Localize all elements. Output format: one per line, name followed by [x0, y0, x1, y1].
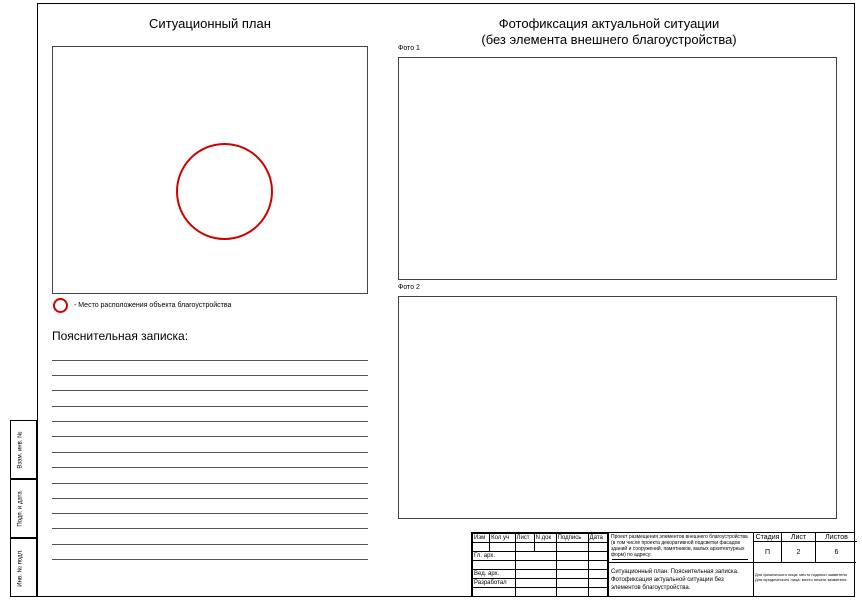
title-block — [471, 532, 855, 597]
note-line[interactable] — [52, 421, 368, 422]
note-line[interactable] — [52, 559, 368, 560]
photo1-label: Фото 1 — [398, 45, 420, 52]
header-n-dok: N док — [534, 534, 556, 543]
role-ved-arch: Вед. арх. — [473, 570, 516, 579]
sheet-value: 2 — [782, 542, 816, 563]
header-data: Дата — [588, 534, 607, 543]
side-stamp-text1: Взам. инв. № — [17, 431, 24, 469]
side-stamp-text2: Подп. и дата — [17, 491, 24, 527]
stage-value: П — [754, 542, 782, 563]
note-line[interactable] — [52, 360, 368, 361]
note-line[interactable] — [52, 467, 368, 468]
header-list: Лист — [515, 534, 534, 543]
side-stamp-cell3 — [10, 538, 37, 597]
side-stamp-cell2 — [10, 479, 37, 538]
note-line[interactable] — [52, 406, 368, 407]
object-location-marker — [176, 143, 273, 240]
stage-block — [753, 533, 856, 563]
note-line[interactable] — [52, 436, 368, 437]
photo1-frame[interactable] — [398, 57, 837, 280]
note-line[interactable] — [52, 528, 368, 529]
role-razrabotal: Разработал — [473, 579, 516, 588]
photo-section-title — [398, 16, 820, 48]
note-line[interactable] — [52, 513, 368, 514]
note-line[interactable] — [52, 375, 368, 376]
signature-corner-text: Для физического лица: место подписи заявителя Для юридического лица: место печати заявителя — [753, 563, 856, 596]
header-izm: Изм — [473, 534, 490, 543]
photo2-frame[interactable] — [398, 296, 837, 519]
project-address-line — [612, 559, 748, 560]
note-line[interactable] — [52, 498, 368, 499]
photo-section-title-line2: (без элемента внешнего благоустройства) — [481, 32, 737, 47]
side-stamp-cell1 — [10, 420, 37, 479]
header-kol-uch: Кол уч — [490, 534, 515, 543]
sheet-title: Ситуационный план. Пояснительная записка. Фотофиксация актуальной ситуации без элементов благоустройства. — [608, 563, 753, 596]
sheets-label: Листов — [816, 533, 857, 542]
legend-marker-icon — [53, 298, 68, 313]
stage-label: Стадия — [754, 533, 782, 542]
photo2-label: Фото 2 — [398, 284, 420, 291]
sheet-label: Лист — [782, 533, 816, 542]
role-gl-arch: Гл. арх. — [473, 552, 516, 561]
photo-section-title-line1: Фотофиксация актуальной ситуации — [498, 16, 720, 31]
legend-text: - Место расположения объекта благоустройства — [74, 302, 232, 309]
note-line[interactable] — [52, 544, 368, 545]
note-line[interactable] — [52, 452, 368, 453]
revision-table — [472, 533, 608, 597]
sheets-value: 6 — [834, 549, 839, 556]
situation-plan-title: Ситуационный план — [149, 16, 271, 31]
note-line[interactable] — [52, 483, 368, 484]
situation-plan-map — [52, 46, 368, 294]
header-podpis: Подпись — [556, 534, 588, 543]
note-line[interactable] — [52, 390, 368, 391]
side-stamp-text3: Инв. № подл. — [17, 549, 24, 587]
note-title: Пояснительная записка: — [52, 329, 189, 343]
project-description: Проект размещения элементов внешнего благоустройства (в том числе проекта декоративной подсветки фасадов зданий и сооружений, памятников, малых архитектурных форм) по адресу: — [608, 533, 753, 563]
